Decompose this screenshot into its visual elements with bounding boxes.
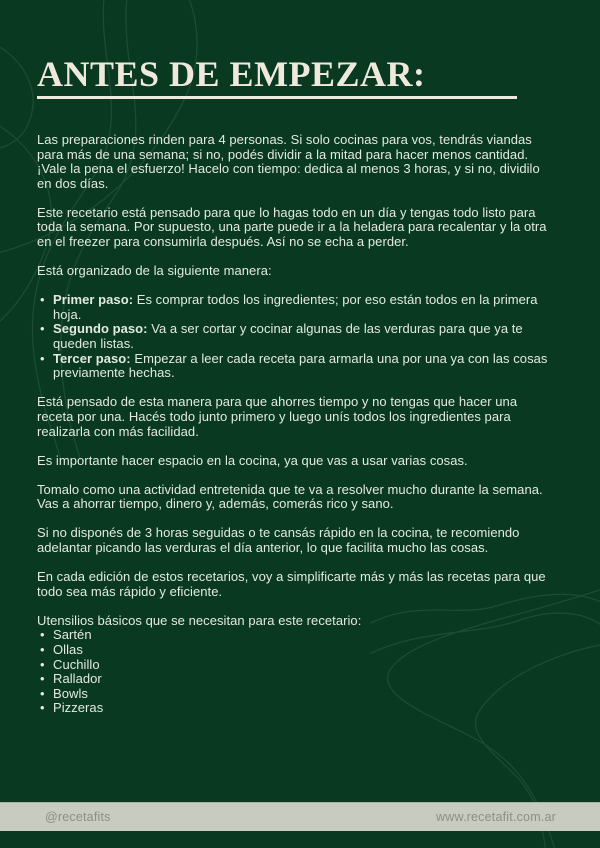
body-text <box>37 133 555 716</box>
step-label: Tercer paso: <box>53 350 131 366</box>
utensil-item: • Cuchillo <box>37 658 555 673</box>
body-paragraph: Está pensado de esta manera para que ahorres tiempo y no tengas que hacer una receta por una. Hacés todo junto primero y luego unís todos los ingredientes para realizarla con más facilidad. <box>37 394 518 439</box>
step-text: Es comprar todos los ingredientes; por eso están todos en la primera hoja. <box>53 292 538 322</box>
intro-paragraph: Las preparaciones rinden para 4 personas. Si solo cocinas para vos, tendrás viandas para más de una semana; si no, podés dividir a la mitad para hacer menos cantidad. ¡Vale la pena el esfuerzo! Hacelo con tiempo: dedica al menos 3 horas, y si no, dividilo en dos días. <box>37 132 540 191</box>
footer-bar <box>0 802 600 831</box>
utensil-item: • Ollas <box>37 643 555 658</box>
step-label: Primer paso: <box>53 292 134 308</box>
utensil-item: • Bowls <box>37 687 555 702</box>
step-text: Empezar a leer cada receta para armarla una por una ya con las cosas previamente hechas. <box>53 350 548 381</box>
step-item <box>37 352 555 381</box>
intro-paragraph: Este recetario está pensado para que lo hagas todo en un día y tengas todo listo para toda la semana. Por supuesto, una parte puede ir a la heladera para recalentar y la otra en el freezer para consumirla después. Así no se echa a perder. <box>37 204 547 250</box>
intro-paragraph: Está organizado de la siguiente manera: <box>37 263 272 279</box>
body-paragraph: Tomalo como una actividad entretenida que te va a resolver mucho durante la semana. Vas a ahorrar tiempo, dinero y, además, comerás rico y sano. <box>37 481 543 512</box>
body-paragraph: Si no disponés de 3 horas seguidas o te cansás rápido en la cocina, te recomiendo adelantar picando las verduras el día anterior, lo que facilita mucho las cosas. <box>37 525 520 555</box>
utensils-heading: Utensilios básicos que se necesitan para este recetario: <box>37 612 362 628</box>
utensils-list <box>37 628 555 716</box>
utensil-item: • Pizzeras <box>37 701 555 716</box>
step-text: Va a ser cortar y cocinar algunas de las verduras para que ya te queden listas. <box>53 321 523 352</box>
utensil-item: • Rallador <box>37 672 555 687</box>
footer-website: www.recetafit.com.ar <box>435 810 556 824</box>
body-paragraph: En cada edición de estos recetarios, voy a simplificarte más y más las recetas para que todo sea más rápido y eficiente. <box>37 569 546 599</box>
step-item <box>37 322 555 351</box>
step-item <box>37 293 555 322</box>
steps-list <box>37 293 555 381</box>
step-label: Segundo paso: <box>53 321 148 337</box>
page-title: ANTES DE EMPEZAR: <box>37 54 426 94</box>
utensil-item: • Sartén <box>37 628 555 643</box>
title-underline <box>37 96 517 99</box>
body-paragraph: Es importante hacer espacio en la cocina, ya que vas a usar varias cosas. <box>37 452 468 468</box>
footer-social-handle: @recetafits <box>45 810 111 824</box>
